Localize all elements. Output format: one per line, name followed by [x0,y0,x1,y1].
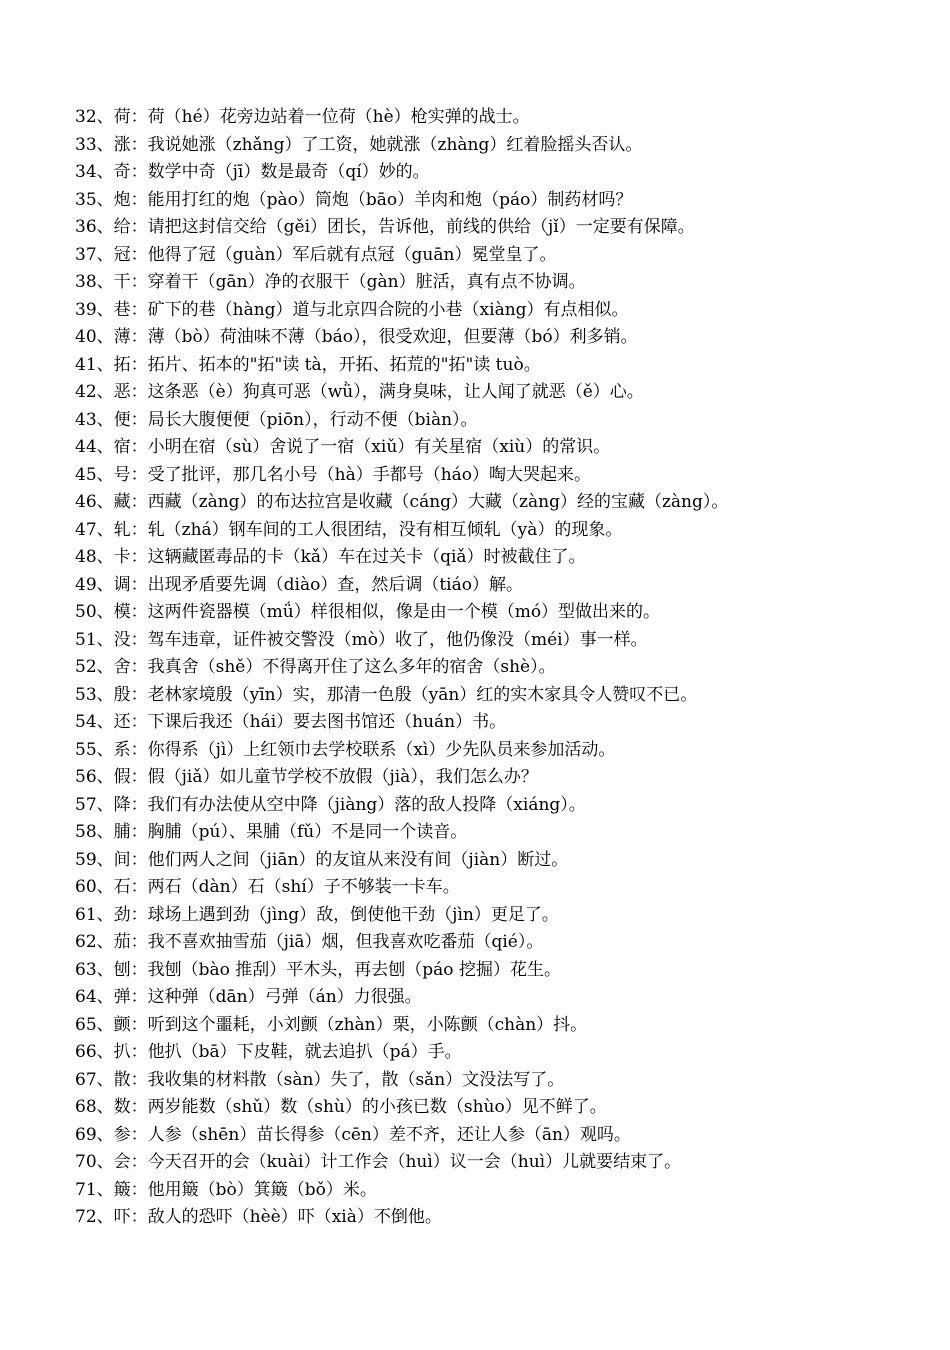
list-item: 66、扒：他扒（bā）下皮鞋，就去追扒（pá）手。 [75,1042,462,1062]
list-item: 40、薄：薄（bò）荷油味不薄（báo），很受欢迎，但要薄（bó）利多销。 [75,327,638,347]
list-item: 49、调：出现矛盾要先调（diào）查，然后调（tiáo）解。 [75,574,523,595]
list-item: 46、藏：西藏（zàng）的布达拉宫是收藏（cáng）大藏（zàng）经的宝藏（zàng）。 [75,492,729,512]
list-item: 67、散：我收集的材料散（sàn）失了，散（sǎn）文没法写了。 [75,1069,565,1090]
list-item: 48、卡：这辆藏匿毒品的卡（kǎ）车在过关卡（qiǎ）时被截住了。 [75,547,586,567]
list-item: 60、石：两石（dàn）石（shí）子不够装一卡车。 [75,877,460,897]
list-item: 43、便：局长大腹便便（piōn），行动不便（biàn）。 [75,409,478,430]
list-item: 65、颤：听到这个噩耗，小刘颤（zhàn）栗，小陈颤（chàn）抖。 [75,1014,588,1035]
list-item: 51、没：驾车违章，证件被交警没（mò）收了，他仍像没（méi）事一样。 [75,629,648,650]
list-item: 62、茄：我不喜欢抽雪茄（jiā）烟，但我喜欢吃番茄（qié）。 [75,932,544,952]
list-item: 33、涨：我说她涨（zhǎng）了工资，她就涨（zhàng）红着脸摇头否认。 [75,134,643,155]
list-item: 42、恶：这条恶（è）狗真可恶（wǜ），满身臭味，让人闻了就恶（ě）心。 [75,382,644,402]
list-item: 52、舍：我真舍（shě）不得离开住了这么多年的宿舍（shè）。 [75,657,556,677]
list-item: 34、奇：数学中奇（jī）数是最奇（qí）妙的。 [75,162,430,182]
list-item: 45、号：受了批评，那几名小号（hà）手都号（háo）啕大哭起来。 [75,464,592,485]
list-item: 61、劲：球场上遇到劲（jìng）敌，倒使他干劲（jìn）更足了。 [75,904,559,925]
list-item: 39、巷：矿下的巷（hàng）道与北京四合院的小巷（xiàng）有点相似。 [75,299,629,320]
list-item: 63、刨：我刨（bào 推刮）平木头，再去刨（páo 挖掘）花生。 [75,959,561,980]
list-item: 41、拓：拓片、拓本的"拓"读 tà，开拓、拓荒的"拓"读 tuò。 [75,354,541,375]
list-item: 72、吓：敌人的恐吓（hèè）吓（xià）不倒他。 [75,1207,442,1227]
list-item: 32、荷：荷（hé）花旁边站着一位荷（hè）枪实弹的战士。 [75,107,530,127]
polyphonic-character-list [75,104,935,1232]
list-item: 59、间：他们两人之间（jiān）的友谊从来没有间（jiàn）断过。 [75,849,569,870]
list-item: 69、参：人参（shēn）苗长得参（cēn）差不齐，还让人参（ān）观吗。 [75,1124,631,1145]
list-item: 70、会：今天召开的会（kuài）计工作会（huì）议一会（huì）儿就要结束了。 [75,1152,682,1172]
list-item: 56、假：假（jiǎ）如儿童节学校不放假（jià），我们怎么办？ [75,767,538,787]
list-item: 54、还：下课后我还（hái）要去图书馆还（huán）书。 [75,712,507,732]
list-item: 36、给：请把这封信交给（gěi）团长，告诉他，前线的供给（jǐ）一定要有保障。 [75,217,695,237]
list-item: 53、殷：老林家境殷（yīn）实，那清一色殷（yān）红的实木家具令人赞叹不已。 [75,684,698,705]
list-item: 38、干：穿着干（gān）净的衣服干（gàn）脏活，真有点不协调。 [75,272,586,292]
list-item: 50、模：这两件瓷器模（mǘ）样很相似，像是由一个模（mó）型做出来的。 [75,602,661,622]
list-item: 71、簸：他用簸（bò）箕簸（bǒ）米。 [75,1179,377,1200]
list-item: 58、脯：胸脯（pú）、果脯（fǔ）不是同一个读音。 [75,822,468,842]
list-item: 55、系：你得系（jì）上红领巾去学校联系（xì）少先队员来参加活动。 [75,739,616,760]
list-item: 44、宿：小明在宿（sù）舍说了一宿（xiǔ）有关星宿（xiù）的常识。 [75,437,611,457]
list-item: 37、冠：他得了冠（guàn）军后就有点冠（guān）冕堂皇了。 [75,244,557,265]
list-item: 64、弹：这种弹（dān）弓弹（án）力很强。 [75,987,422,1007]
list-item: 68、数：两岁能数（shǔ）数（shù）的小孩已数（shùo）见不鲜了。 [75,1097,607,1117]
list-item: 47、轧：轧（zhá）钢车间的工人很团结，没有相互倾轧（yà）的现象。 [75,519,623,540]
list-item: 35、炮：能用打红的炮（pào）筒炮（bāo）羊肉和炮（páo）制药材吗？ [75,189,633,210]
list-item: 57、降：我们有办法使从空中降（jiàng）落的敌人投降（xiáng）。 [75,794,586,815]
